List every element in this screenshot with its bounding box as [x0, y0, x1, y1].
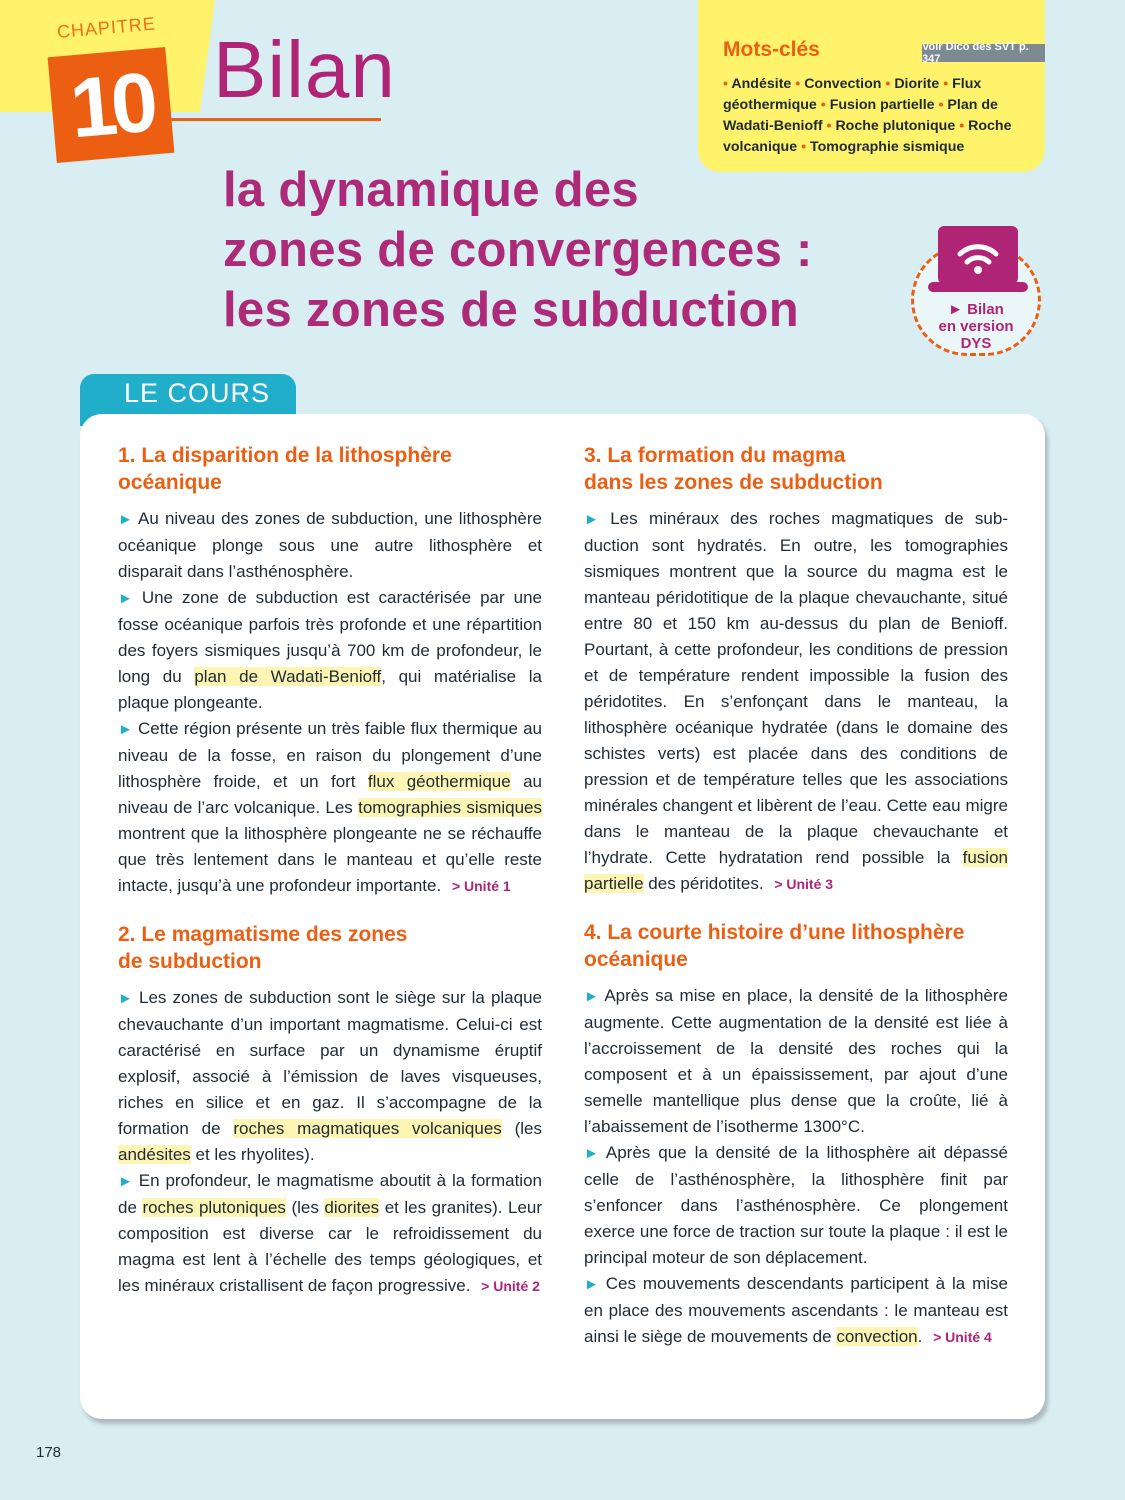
- section-title-text: océanique: [118, 471, 222, 494]
- section-number: 3.: [584, 444, 602, 467]
- bullet-icon: •: [826, 118, 832, 134]
- keyword-item: Plan de Wadati-Benioff: [723, 97, 998, 134]
- section-1-title: [118, 442, 542, 496]
- title-line: la dynamique des: [223, 163, 639, 217]
- paragraph-text: (les: [514, 1119, 542, 1138]
- paragraph-text: En profondeur, le magmatisme aboutit à la formation de: [118, 1171, 542, 1217]
- section-title-text: La disparition de la lithosphère: [141, 444, 452, 467]
- keyword-item: Roche volcanique: [723, 118, 1012, 155]
- bullet-icon: •: [959, 118, 965, 134]
- unit-link[interactable]: > Unité 2: [481, 1278, 540, 1294]
- arrow-right-icon: ►: [118, 511, 133, 528]
- bullet-icon: •: [723, 76, 728, 92]
- section-4-paragraph: [584, 983, 1008, 1140]
- paragraph-text: Les minéraux des roches magmatiques de subduction sont hydratés. En outre, les tomographies sismiques montrent que la source du magma est le manteau péridotitique de la plaque chevauchante, situé entre 80 et 150 km au-dessus du plan de Benioff. Pourtant, à cette profondeur, les conditions de pression et de température rendent impossible la fusion des péridotites. En s’enfonçant dans le manteau, la lithosphère océanique hydratée (dans le domaine des schistes verts) est placée dans des conditions de pression et de température telles que les associations minérales changent et libèrent de l’eau. Cette eau migre dans le manteau de la plaque chevauchante et l’hydrate. Cette hydratation rend possible la: [584, 509, 1008, 867]
- paragraph-text: Au niveau des zones de subduction, une lithosphère océanique plonge sous une autre lithosphère et disparait dans l’asthénosphère.: [118, 509, 542, 581]
- section-title-text: de subduction: [118, 950, 262, 973]
- section-title-text: Le magmatisme des zones: [141, 923, 408, 946]
- arrow-right-icon: ►: [118, 721, 133, 738]
- keyword-item: Flux géothermique: [723, 76, 982, 113]
- keyword-highlight: diorites: [324, 1198, 380, 1217]
- arrow-right-icon: ►: [584, 988, 599, 1005]
- keyword-highlight: plan de Wadati-Benioff: [194, 667, 382, 686]
- keyword-item: Roche plutonique: [835, 118, 956, 134]
- bilan-heading: Bilan: [213, 25, 396, 114]
- chapter-number: 10: [48, 47, 175, 163]
- dys-label-line: DYS: [960, 335, 992, 352]
- keywords-list: [723, 74, 1027, 158]
- keyword-highlight: convection: [836, 1327, 918, 1346]
- paragraph-text: .: [917, 1327, 923, 1346]
- keywords-box: [698, 0, 1045, 172]
- title-line: les zones de subduction: [223, 283, 799, 337]
- section-number: 2.: [118, 923, 136, 946]
- paragraph-text: Une zone de subduction est caractérisée par une fosse océanique parfois très profonde et une répartition des foyers sismiques jusqu’à 700 km de profondeur, le long du: [118, 588, 542, 686]
- page-number: 178: [36, 1444, 62, 1461]
- section-4-paragraph: [584, 1140, 1008, 1271]
- paragraph-text: des péridotites.: [648, 874, 764, 893]
- bullet-icon: •: [795, 76, 801, 92]
- arrow-right-icon: ►: [118, 1173, 133, 1190]
- paragraph-text: et les rhyolites).: [195, 1145, 315, 1164]
- paragraph-text: Cette région présente un très faible flux thermique au niveau de la fosse, en raison du plongement d’une lithosphère froide, et un fort: [118, 719, 542, 791]
- keyword-highlight: andésites: [118, 1145, 191, 1164]
- keyword-item: Diorite: [894, 76, 940, 92]
- arrow-right-icon: ►: [118, 590, 133, 607]
- left-column: [118, 442, 542, 1299]
- chapter-label: CHAPITRE: [56, 13, 157, 43]
- arrow-right-icon: ►: [584, 1276, 599, 1293]
- paragraph-text: Après que la densité de la lithosphère ait dépassé celle de l’asthénosphère, la lithosphère finit par s’enfoncer dans l’asthénosphère. Ce plongement exerce une force de traction sur toute la plaque : il est le principal moteur de son déplacement.: [584, 1143, 1008, 1267]
- unit-link[interactable]: > Unité 3: [774, 876, 834, 892]
- keyword-item: Fusion partielle: [829, 97, 935, 113]
- dys-label[interactable]: [911, 301, 1041, 352]
- laptop-wifi-icon: [926, 222, 1030, 302]
- bullet-icon: •: [885, 76, 891, 92]
- keyword-item: Tomographie sismique: [810, 139, 965, 155]
- section-title-text: La formation du magma: [607, 444, 846, 467]
- arrow-right-icon: ►: [584, 511, 599, 528]
- bullet-icon: •: [801, 139, 807, 155]
- section-3-title: [584, 442, 1008, 496]
- paragraph-text: au niveau de l’arc volcanique. Les: [118, 772, 542, 817]
- keywords-title: Mots-clés: [723, 38, 820, 61]
- section-1-paragraph: [118, 585, 542, 716]
- paragraph-text: Ces mouvements descendants participent à la mise en place des mouvements ascendants : le manteau est ainsi le siège de mouvements de: [584, 1274, 1008, 1346]
- paragraph-text: Les zones de subduction sont le siège sur la plaque chevauchante d’un important magmatisme. Celui-ci est caractérisé en surface par un dynamisme éruptif explosif, associé à l’émission de laves visqueuses, riches en silice et en gaz. Il s’accompagne de la formation de: [118, 988, 542, 1138]
- le-cours-tab: LE COURS: [80, 374, 296, 426]
- section-title-text: La courte histoire d’une lithosphère: [607, 921, 965, 944]
- paragraph-text: , qui matérialise la plaque plongeante.: [118, 667, 542, 712]
- section-1-paragraph: [118, 506, 542, 585]
- keyword-highlight: roches plutoniques: [142, 1198, 286, 1217]
- section-2-title: [118, 921, 542, 975]
- keyword-highlight: flux géothermique: [367, 772, 511, 791]
- keyword-item: Andésite: [731, 76, 792, 92]
- right-column: [584, 442, 1008, 1350]
- section-number: 1.: [118, 444, 136, 467]
- arrow-right-icon: ►: [118, 990, 133, 1007]
- section-2-paragraph: [118, 1168, 542, 1299]
- title-line: zones de convergences :: [223, 223, 813, 277]
- section-1-paragraph: [118, 716, 542, 899]
- bullet-icon: •: [938, 97, 944, 113]
- bilan-underline: [168, 118, 381, 121]
- bullet-icon: •: [943, 76, 949, 92]
- section-3-paragraph: [584, 506, 1008, 897]
- section-4-title: [584, 919, 1008, 973]
- dys-label-line: en version: [938, 318, 1014, 335]
- section-4-paragraph: [584, 1271, 1008, 1350]
- bullet-icon: •: [820, 97, 826, 113]
- unit-link[interactable]: > Unité 1: [451, 878, 511, 894]
- paragraph-text: montrent que la lithosphère plongeante ne se réchauffe que très lentement dans le manteau et qu’elle reste intacte, jusqu’à une profondeur importante.: [118, 824, 542, 895]
- paragraph-text: et les granites). Leur composition est diverse car le refroidissement du magma est lent à l’échelle des temps géologiques, et les minéraux cristallisent de façon progressive.: [118, 1198, 543, 1295]
- dys-label-line: ► Bilan: [948, 301, 1004, 318]
- section-title-text: océanique: [584, 948, 688, 971]
- unit-link[interactable]: > Unité 4: [933, 1329, 992, 1345]
- section-2-paragraph: [118, 985, 542, 1168]
- keyword-highlight: fusion partielle: [584, 848, 1008, 893]
- arrow-right-icon: ►: [584, 1145, 599, 1162]
- keyword-item: Convection: [804, 76, 882, 92]
- paragraph-text: (les: [291, 1198, 319, 1217]
- section-number: 4.: [584, 921, 602, 944]
- page-title: [223, 160, 903, 340]
- dictionary-reference[interactable]: Voir Dico des SVT p. 347: [922, 44, 1045, 62]
- paragraph-text: Après sa mise en place, la densité de la lithosphère augmente. Cette augmentation de la densité est liée à l’accroissement de la densité des roches qui la composent et à un épaississement, par ajout d’une semelle mantellique plus dense que la croûte, lié à l’abaissement de l’isotherme 1300°C.: [584, 986, 1008, 1136]
- keyword-highlight: roches magmatiques volcaniques: [233, 1119, 502, 1138]
- keyword-highlight: tomographies sismiques: [358, 798, 542, 817]
- section-title-text: dans les zones de subduction: [584, 471, 883, 494]
